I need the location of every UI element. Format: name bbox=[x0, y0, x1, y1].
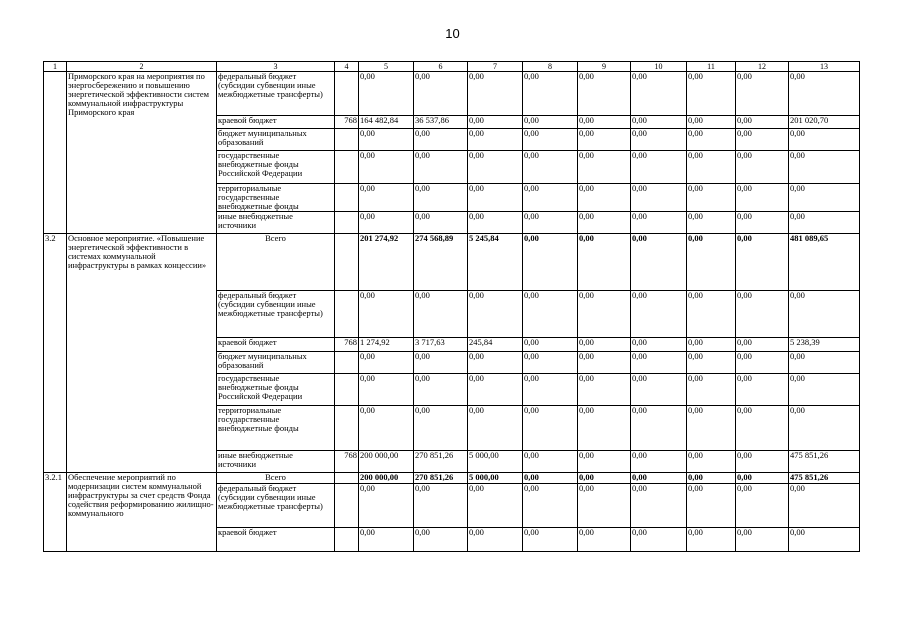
value-cell: 0,00 bbox=[578, 352, 631, 374]
funding-source: Всего bbox=[217, 473, 335, 484]
value-cell: 0,00 bbox=[523, 338, 578, 352]
value-cell: 0,00 bbox=[736, 352, 789, 374]
value-cell: 0,00 bbox=[578, 151, 631, 184]
value-cell: 0,00 bbox=[578, 72, 631, 116]
value-cell: 0,00 bbox=[414, 72, 468, 116]
value-cell: 0,00 bbox=[578, 473, 631, 484]
value-cell: 0,00 bbox=[523, 473, 578, 484]
value-cell: 0,00 bbox=[523, 484, 578, 528]
value-cell: 0,00 bbox=[631, 212, 687, 234]
table-row bbox=[44, 234, 860, 291]
value-cell: 0,00 bbox=[631, 473, 687, 484]
funding-source: Всего bbox=[217, 234, 335, 291]
value-cell: 0,00 bbox=[414, 484, 468, 528]
value-cell: 270 851,26 bbox=[414, 473, 468, 484]
value-cell: 200 000,00 bbox=[359, 451, 414, 473]
value-cell: 0,00 bbox=[468, 184, 523, 212]
value-cell: 0,00 bbox=[578, 234, 631, 291]
value-cell: 0,00 bbox=[468, 528, 523, 552]
value-cell: 0,00 bbox=[687, 484, 736, 528]
value-cell: 0,00 bbox=[414, 151, 468, 184]
budget-code bbox=[335, 484, 359, 528]
value-cell: 0,00 bbox=[523, 528, 578, 552]
header-cell: 3 bbox=[217, 62, 335, 72]
value-cell: 0,00 bbox=[523, 129, 578, 151]
value-cell: 0,00 bbox=[736, 234, 789, 291]
header-cell: 5 bbox=[359, 62, 414, 72]
value-cell: 0,00 bbox=[789, 212, 860, 234]
funding-source: бюджет муниципальных образований bbox=[217, 352, 335, 374]
value-cell: 0,00 bbox=[359, 374, 414, 406]
value-cell: 0,00 bbox=[631, 291, 687, 338]
budget-code bbox=[335, 406, 359, 451]
value-cell: 0,00 bbox=[414, 374, 468, 406]
value-cell: 0,00 bbox=[736, 528, 789, 552]
value-cell: 0,00 bbox=[359, 151, 414, 184]
value-cell: 200 000,00 bbox=[359, 473, 414, 484]
header-cell: 2 bbox=[67, 62, 217, 72]
table-body bbox=[44, 62, 860, 552]
page-number: 10 bbox=[445, 26, 460, 41]
value-cell: 0,00 bbox=[523, 151, 578, 184]
value-cell: 0,00 bbox=[468, 374, 523, 406]
value-cell: 0,00 bbox=[631, 406, 687, 451]
value-cell: 0,00 bbox=[736, 291, 789, 338]
value-cell: 0,00 bbox=[578, 374, 631, 406]
value-cell: 0,00 bbox=[523, 116, 578, 129]
value-cell: 1 274,92 bbox=[359, 338, 414, 352]
budget-code bbox=[335, 151, 359, 184]
value-cell: 0,00 bbox=[789, 528, 860, 552]
value-cell: 0,00 bbox=[578, 129, 631, 151]
value-cell: 0,00 bbox=[359, 406, 414, 451]
value-cell: 0,00 bbox=[687, 406, 736, 451]
value-cell: 0,00 bbox=[578, 451, 631, 473]
value-cell: 0,00 bbox=[687, 72, 736, 116]
header-cell: 12 bbox=[736, 62, 789, 72]
funding-source: иные внебюджетные источники bbox=[217, 212, 335, 234]
value-cell: 0,00 bbox=[468, 291, 523, 338]
value-cell: 0,00 bbox=[789, 406, 860, 451]
value-cell: 0,00 bbox=[789, 72, 860, 116]
measure-name: Основное мероприятие. «Повышение энергетической эффективности в системах коммунальной инфраструктуры в рамках концессии» bbox=[67, 234, 217, 473]
value-cell: 0,00 bbox=[736, 473, 789, 484]
value-cell: 0,00 bbox=[468, 116, 523, 129]
value-cell: 0,00 bbox=[631, 352, 687, 374]
value-cell: 5 000,00 bbox=[468, 451, 523, 473]
value-cell: 0,00 bbox=[523, 374, 578, 406]
value-cell: 0,00 bbox=[523, 352, 578, 374]
budget-code bbox=[335, 528, 359, 552]
budget-code: 768 bbox=[335, 451, 359, 473]
funding-source: краевой бюджет bbox=[217, 528, 335, 552]
value-cell: 0,00 bbox=[578, 338, 631, 352]
funding-source: федеральный бюджет (субсидии субвенции иные межбюджетные трансферты) bbox=[217, 484, 335, 528]
table-row bbox=[44, 473, 860, 484]
value-cell: 0,00 bbox=[414, 129, 468, 151]
budget-code bbox=[335, 291, 359, 338]
header-cell: 4 bbox=[335, 62, 359, 72]
value-cell: 0,00 bbox=[468, 352, 523, 374]
value-cell: 0,00 bbox=[578, 212, 631, 234]
value-cell: 0,00 bbox=[736, 151, 789, 184]
value-cell: 0,00 bbox=[523, 451, 578, 473]
value-cell: 0,00 bbox=[631, 528, 687, 552]
value-cell: 475 851,26 bbox=[789, 473, 860, 484]
value-cell: 0,00 bbox=[468, 212, 523, 234]
value-cell: 0,00 bbox=[687, 212, 736, 234]
value-cell: 274 568,89 bbox=[414, 234, 468, 291]
value-cell: 0,00 bbox=[414, 212, 468, 234]
value-cell: 0,00 bbox=[736, 374, 789, 406]
header-cell: 11 bbox=[687, 62, 736, 72]
budget-code bbox=[335, 72, 359, 116]
value-cell: 5 245,84 bbox=[468, 234, 523, 291]
value-cell: 0,00 bbox=[523, 212, 578, 234]
funding-source: государственные внебюджетные фонды Российской Федерации bbox=[217, 151, 335, 184]
value-cell: 0,00 bbox=[687, 129, 736, 151]
value-cell: 0,00 bbox=[687, 151, 736, 184]
value-cell: 270 851,26 bbox=[414, 451, 468, 473]
budget-code bbox=[335, 184, 359, 212]
value-cell: 0,00 bbox=[578, 184, 631, 212]
value-cell: 0,00 bbox=[687, 352, 736, 374]
value-cell: 245,84 bbox=[468, 338, 523, 352]
value-cell: 0,00 bbox=[359, 212, 414, 234]
value-cell: 0,00 bbox=[414, 528, 468, 552]
value-cell: 0,00 bbox=[687, 184, 736, 212]
value-cell: 0,00 bbox=[523, 72, 578, 116]
value-cell: 0,00 bbox=[631, 116, 687, 129]
value-cell: 0,00 bbox=[789, 484, 860, 528]
value-cell: 0,00 bbox=[359, 129, 414, 151]
value-cell: 0,00 bbox=[468, 72, 523, 116]
value-cell: 0,00 bbox=[687, 338, 736, 352]
funding-source: федеральный бюджет (субсидии субвенции иные межбюджетные трансферты) bbox=[217, 291, 335, 338]
value-cell: 0,00 bbox=[789, 291, 860, 338]
value-cell: 475 851,26 bbox=[789, 451, 860, 473]
value-cell: 0,00 bbox=[468, 406, 523, 451]
value-cell: 0,00 bbox=[687, 116, 736, 129]
budget-code bbox=[335, 473, 359, 484]
value-cell: 0,00 bbox=[789, 129, 860, 151]
value-cell: 0,00 bbox=[736, 212, 789, 234]
value-cell: 0,00 bbox=[736, 484, 789, 528]
value-cell: 36 537,86 bbox=[414, 116, 468, 129]
measure-name: Обеспечение мероприятий по модернизации систем коммунальной инфраструктуры за счет средств Фонда содействия реформированию жилищно-коммунального bbox=[67, 473, 217, 552]
value-cell: 0,00 bbox=[578, 291, 631, 338]
row-number bbox=[44, 72, 67, 234]
value-cell: 0,00 bbox=[359, 184, 414, 212]
value-cell: 0,00 bbox=[523, 234, 578, 291]
row-number: 3.2 bbox=[44, 234, 67, 473]
value-cell: 0,00 bbox=[468, 129, 523, 151]
value-cell: 0,00 bbox=[687, 234, 736, 291]
value-cell: 164 482,84 bbox=[359, 116, 414, 129]
value-cell: 0,00 bbox=[359, 484, 414, 528]
funding-source: федеральный бюджет (субсидии субвенции иные межбюджетные трансферты) bbox=[217, 72, 335, 116]
value-cell: 0,00 bbox=[523, 406, 578, 451]
budget-code: 768 bbox=[335, 338, 359, 352]
value-cell: 0,00 bbox=[631, 151, 687, 184]
value-cell: 0,00 bbox=[468, 484, 523, 528]
value-cell: 0,00 bbox=[736, 451, 789, 473]
funding-source: территориальные государственные внебюджетные фонды bbox=[217, 184, 335, 212]
value-cell: 0,00 bbox=[359, 72, 414, 116]
value-cell: 0,00 bbox=[789, 184, 860, 212]
value-cell: 0,00 bbox=[687, 451, 736, 473]
value-cell: 0,00 bbox=[789, 352, 860, 374]
measure-name: Приморского края на мероприятия по энергосбережению и повышению энергетической эффективности систем коммунальной инфраструктуры Приморского края bbox=[67, 72, 217, 234]
table-row bbox=[44, 72, 860, 116]
value-cell: 0,00 bbox=[414, 352, 468, 374]
header-cell: 8 bbox=[523, 62, 578, 72]
value-cell: 201 020,70 bbox=[789, 116, 860, 129]
value-cell: 0,00 bbox=[687, 473, 736, 484]
budget-code: 768 bbox=[335, 116, 359, 129]
value-cell: 0,00 bbox=[359, 291, 414, 338]
header-cell: 9 bbox=[578, 62, 631, 72]
value-cell: 0,00 bbox=[414, 184, 468, 212]
value-cell: 0,00 bbox=[631, 184, 687, 212]
value-cell: 5 000,00 bbox=[468, 473, 523, 484]
value-cell: 0,00 bbox=[736, 116, 789, 129]
value-cell: 0,00 bbox=[631, 234, 687, 291]
funding-source: бюджет муниципальных образований bbox=[217, 129, 335, 151]
value-cell: 0,00 bbox=[414, 291, 468, 338]
budget-code bbox=[335, 374, 359, 406]
value-cell: 201 274,92 bbox=[359, 234, 414, 291]
value-cell: 0,00 bbox=[578, 528, 631, 552]
funding-source: краевой бюджет bbox=[217, 338, 335, 352]
value-cell: 0,00 bbox=[523, 291, 578, 338]
value-cell: 0,00 bbox=[631, 451, 687, 473]
budget-code bbox=[335, 352, 359, 374]
header-row bbox=[44, 62, 860, 72]
value-cell: 0,00 bbox=[468, 151, 523, 184]
funding-source: краевой бюджет bbox=[217, 116, 335, 129]
value-cell: 0,00 bbox=[687, 291, 736, 338]
budget-code bbox=[335, 234, 359, 291]
header-cell: 13 bbox=[789, 62, 860, 72]
budget-code bbox=[335, 129, 359, 151]
value-cell: 0,00 bbox=[736, 338, 789, 352]
funding-source: территориальные государственные внебюджетные фонды bbox=[217, 406, 335, 451]
header-cell: 6 bbox=[414, 62, 468, 72]
value-cell: 0,00 bbox=[789, 151, 860, 184]
funding-source: государственные внебюджетные фонды Российской Федерации bbox=[217, 374, 335, 406]
value-cell: 0,00 bbox=[736, 72, 789, 116]
value-cell: 0,00 bbox=[631, 338, 687, 352]
value-cell: 0,00 bbox=[789, 374, 860, 406]
value-cell: 0,00 bbox=[359, 528, 414, 552]
value-cell: 0,00 bbox=[687, 528, 736, 552]
value-cell: 0,00 bbox=[414, 406, 468, 451]
value-cell: 5 238,39 bbox=[789, 338, 860, 352]
budget-table bbox=[43, 61, 860, 552]
value-cell: 0,00 bbox=[631, 374, 687, 406]
value-cell: 0,00 bbox=[359, 352, 414, 374]
funding-source: иные внебюджетные источники bbox=[217, 451, 335, 473]
value-cell: 0,00 bbox=[578, 484, 631, 528]
value-cell: 0,00 bbox=[523, 184, 578, 212]
value-cell: 481 089,65 bbox=[789, 234, 860, 291]
header-cell: 10 bbox=[631, 62, 687, 72]
value-cell: 0,00 bbox=[736, 129, 789, 151]
header-cell: 1 bbox=[44, 62, 67, 72]
value-cell: 0,00 bbox=[687, 374, 736, 406]
value-cell: 0,00 bbox=[578, 116, 631, 129]
row-number: 3.2.1 bbox=[44, 473, 67, 552]
value-cell: 0,00 bbox=[631, 72, 687, 116]
value-cell: 3 717,63 bbox=[414, 338, 468, 352]
value-cell: 0,00 bbox=[736, 406, 789, 451]
value-cell: 0,00 bbox=[631, 484, 687, 528]
header-cell: 7 bbox=[468, 62, 523, 72]
budget-code bbox=[335, 212, 359, 234]
value-cell: 0,00 bbox=[736, 184, 789, 212]
value-cell: 0,00 bbox=[631, 129, 687, 151]
value-cell: 0,00 bbox=[578, 406, 631, 451]
